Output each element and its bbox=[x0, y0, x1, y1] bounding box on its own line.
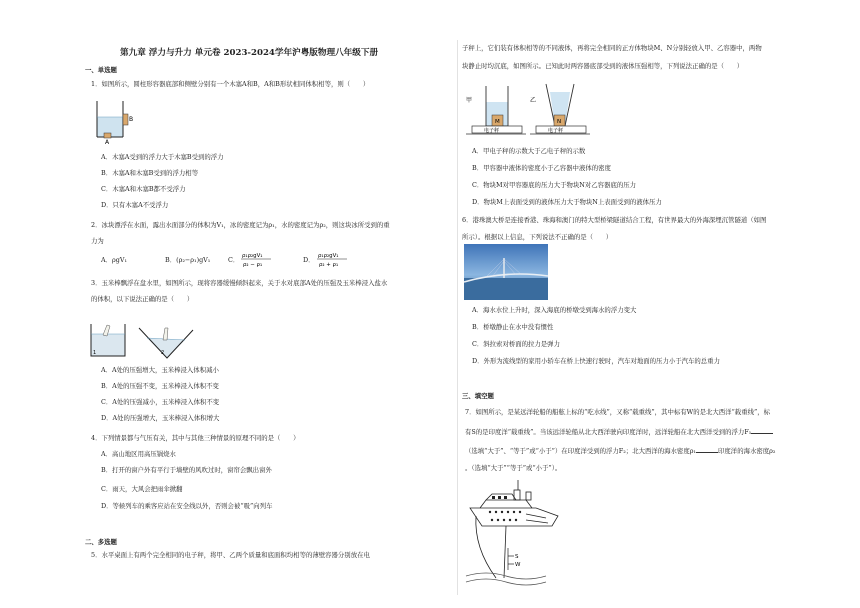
q5-option-a: A．甲电子秤的示数大于乙电子秤的示数 bbox=[472, 147, 586, 155]
q7-line1: 7．如图所示，是某远洋轮船的船舷上标的“吃水线”，又称“载重线”，其中标有W的是北大西洋“载重线”，标 bbox=[465, 408, 771, 416]
q2-option-a: A．ρgV₁ bbox=[101, 256, 128, 264]
q7-line4: 。（选填“大于”“等于”或“小于”）。 bbox=[465, 464, 562, 472]
q6-option-c: C．斜拉索对桥面的拉力是弹力 bbox=[472, 340, 560, 348]
q3-tilting-container-figure bbox=[89, 310, 199, 362]
q2-option-d: D． bbox=[303, 256, 315, 264]
fig-label-1: 1 bbox=[93, 350, 97, 356]
q3-stem-line1: 3．玉米棒飘浮在盘水里，如图所示，现将容器缓慢倾斜起来，关于水对底部A处的压强及玉米棒浸入盐水 bbox=[91, 279, 388, 287]
frac-d-denominator: ρ₂ + ρ₁ bbox=[319, 262, 339, 268]
left-column bbox=[85, 0, 455, 608]
bridge-photo bbox=[464, 244, 548, 300]
q3-option-c: C．A处的压强减小，玉米棒浸入体积不变 bbox=[101, 398, 220, 406]
q4-option-b: B．打开的窗户外有平行于墙壁的风吹过时，窗帘会飘出窗外 bbox=[101, 466, 272, 474]
page-title: 第九章 浮力与升力 单元卷 2023-2024学年沪粤版物理八年级下册 bbox=[120, 48, 379, 58]
q2-stem-line2: 力为 bbox=[91, 237, 104, 245]
section-heading-fill-blank: 三、填空题 bbox=[462, 392, 494, 400]
q1-option-c: C．木塞A和木塞B都不受浮力 bbox=[101, 185, 186, 193]
q7-line3 bbox=[465, 446, 775, 455]
cork-b bbox=[123, 114, 128, 125]
q1-option-a: A．木塞A受到的浮力大于木塞B受到的浮力 bbox=[101, 153, 224, 161]
q5-option-d: D．物块M上表面受到的液体压力大于物块N上表面受到的液体压力 bbox=[472, 198, 662, 206]
right-column bbox=[462, 0, 837, 608]
frac-d-numerator: ρ₁ρ₂gV₁ bbox=[318, 253, 339, 259]
label-jia: 甲 bbox=[466, 97, 473, 104]
q4-option-a: A．高山地区用高压锅烧水 bbox=[101, 450, 176, 458]
frac-c-denominator: ρ₂ − ρ₁ bbox=[243, 262, 263, 268]
load-line-s: S bbox=[515, 554, 519, 560]
load-line-w: W bbox=[515, 562, 521, 568]
label-yi: 乙 bbox=[530, 97, 537, 104]
q5-option-c: C．物块M对甲容器底的压力大于物块N对乙容器底的压力 bbox=[472, 181, 637, 189]
q1-option-d: D．只有木塞A不受浮力 bbox=[101, 201, 169, 209]
q3-option-d: D．A处的压强增大，玉米棒浸入体积增大 bbox=[101, 414, 220, 422]
q2-option-c: C． bbox=[228, 256, 240, 264]
fig-label-2: 2 bbox=[161, 350, 165, 356]
section-heading-single-choice: 一、单选题 bbox=[85, 66, 117, 74]
label-b: B bbox=[129, 116, 134, 123]
label-n: N bbox=[557, 119, 562, 125]
label-a: A bbox=[105, 139, 110, 146]
label-scale-jia: 电子秤 bbox=[484, 128, 500, 134]
q1-container-figure bbox=[95, 97, 135, 146]
label-scale-yi: 电子秤 bbox=[548, 128, 564, 134]
q2-option-b: B．(ρ₂−ρ₁)gV₁ bbox=[165, 256, 211, 264]
q6-stem-line1: 6．港珠澳大桥是连接香港、珠海和澳门的特大型桥梁隧道结合工程，有世界最大的外海深埋沉管隧道（如图 bbox=[462, 216, 767, 224]
q6-option-a: A．海水水位上升时，深入海底的桥墩受到海水的浮力变大 bbox=[472, 306, 637, 314]
label-m: M bbox=[495, 119, 500, 125]
q5-stem-line1: 5．水平桌面上有两个完全相同的电子秤，将甲、乙两个质量和底面积均相等的薄壁容器分别放在电 bbox=[91, 551, 370, 559]
answer-blank-2[interactable] bbox=[696, 446, 718, 453]
q7-line3-text-a: （选填“大于”、“等于”或“小于”）在印度洋受到的浮力F₂；北大西洋的海水密度ρ₁ bbox=[465, 447, 697, 455]
q3-option-a: A．A处的压强增大，玉米棒浸入体积减小 bbox=[101, 366, 219, 374]
ship-figure bbox=[466, 478, 562, 586]
q7-line2-text: 有S的是印度洋“载重线”。当该远洋轮船从北大西洋驶向印度洋时，远洋轮船在北大西洋受到的浮力F₁ bbox=[465, 428, 752, 436]
column-divider bbox=[457, 40, 458, 595]
q6-option-d: D．外形为流线型的家用小轿车在桥上快速行驶时，汽车对地面的压力小于汽车的总重力 bbox=[472, 357, 720, 365]
q4-stem: 4．下列情景都与气压有关，其中与其他三种情景的原理不同的是（ ） bbox=[91, 434, 300, 442]
frac-c-numerator: ρ₁ρ₂gV₁ bbox=[242, 253, 263, 259]
q2-stem-line1: 2．冰块漂浮在水面，露出水面部分的体积为V₁，冰的密度记为ρ₁，水的密度记为ρ₂，则这块冰所受到的重 bbox=[91, 221, 390, 229]
q7-line2 bbox=[465, 427, 773, 436]
q3-stem-line2: 的体积，以下说法正确的是（ ） bbox=[91, 295, 194, 303]
q4-option-d: D．等候列车的乘客应站在安全线以外，否则会被“吸”向列车 bbox=[101, 502, 273, 510]
q5-stem-line3: 块静止时均沉底，如图所示。已知此时两容器底部受到的液体压强相等，下列说法正确的是（ ） bbox=[462, 62, 744, 70]
q2-option-d-fraction bbox=[317, 250, 349, 270]
q4-option-c: C．雨天，大风会把雨伞掀翻 bbox=[101, 485, 183, 493]
q2-option-c-fraction bbox=[241, 250, 273, 270]
corn-cob-2 bbox=[163, 328, 168, 340]
q5-stem-line2: 子秤上，它们装有体积相等的不同液体，再将完全相同的正方体物块M、N分别轻放入甲、乙容器中，两物 bbox=[462, 44, 762, 52]
cork-a bbox=[104, 133, 111, 138]
q7-line3-text-b: 印度洋的海水密度ρ₂ bbox=[718, 447, 776, 455]
q1-stem: 1．如图所示，圆柱形容器底部和侧壁分别有一个木塞A和B，A和B形状相同体积相等，则（ ） bbox=[91, 80, 370, 88]
q5-option-b: B．甲容器中液体的密度小于乙容器中液体的密度 bbox=[472, 164, 611, 172]
section-heading-multi-choice: 二、多选题 bbox=[85, 538, 117, 546]
q3-option-b: B．A处的压强不变，玉米棒浸入体积不变 bbox=[101, 382, 219, 390]
q1-option-b: B．木塞A和木塞B受到的浮力相等 bbox=[101, 169, 199, 177]
q5-scales-figure bbox=[464, 80, 594, 138]
answer-blank-1[interactable] bbox=[751, 427, 773, 434]
q6-option-b: B．桥墩静止在水中没有惯性 bbox=[472, 323, 554, 331]
q6-stem-line2: 所示）。根据以上信息，下列说法不正确的是（ ） bbox=[462, 233, 613, 241]
